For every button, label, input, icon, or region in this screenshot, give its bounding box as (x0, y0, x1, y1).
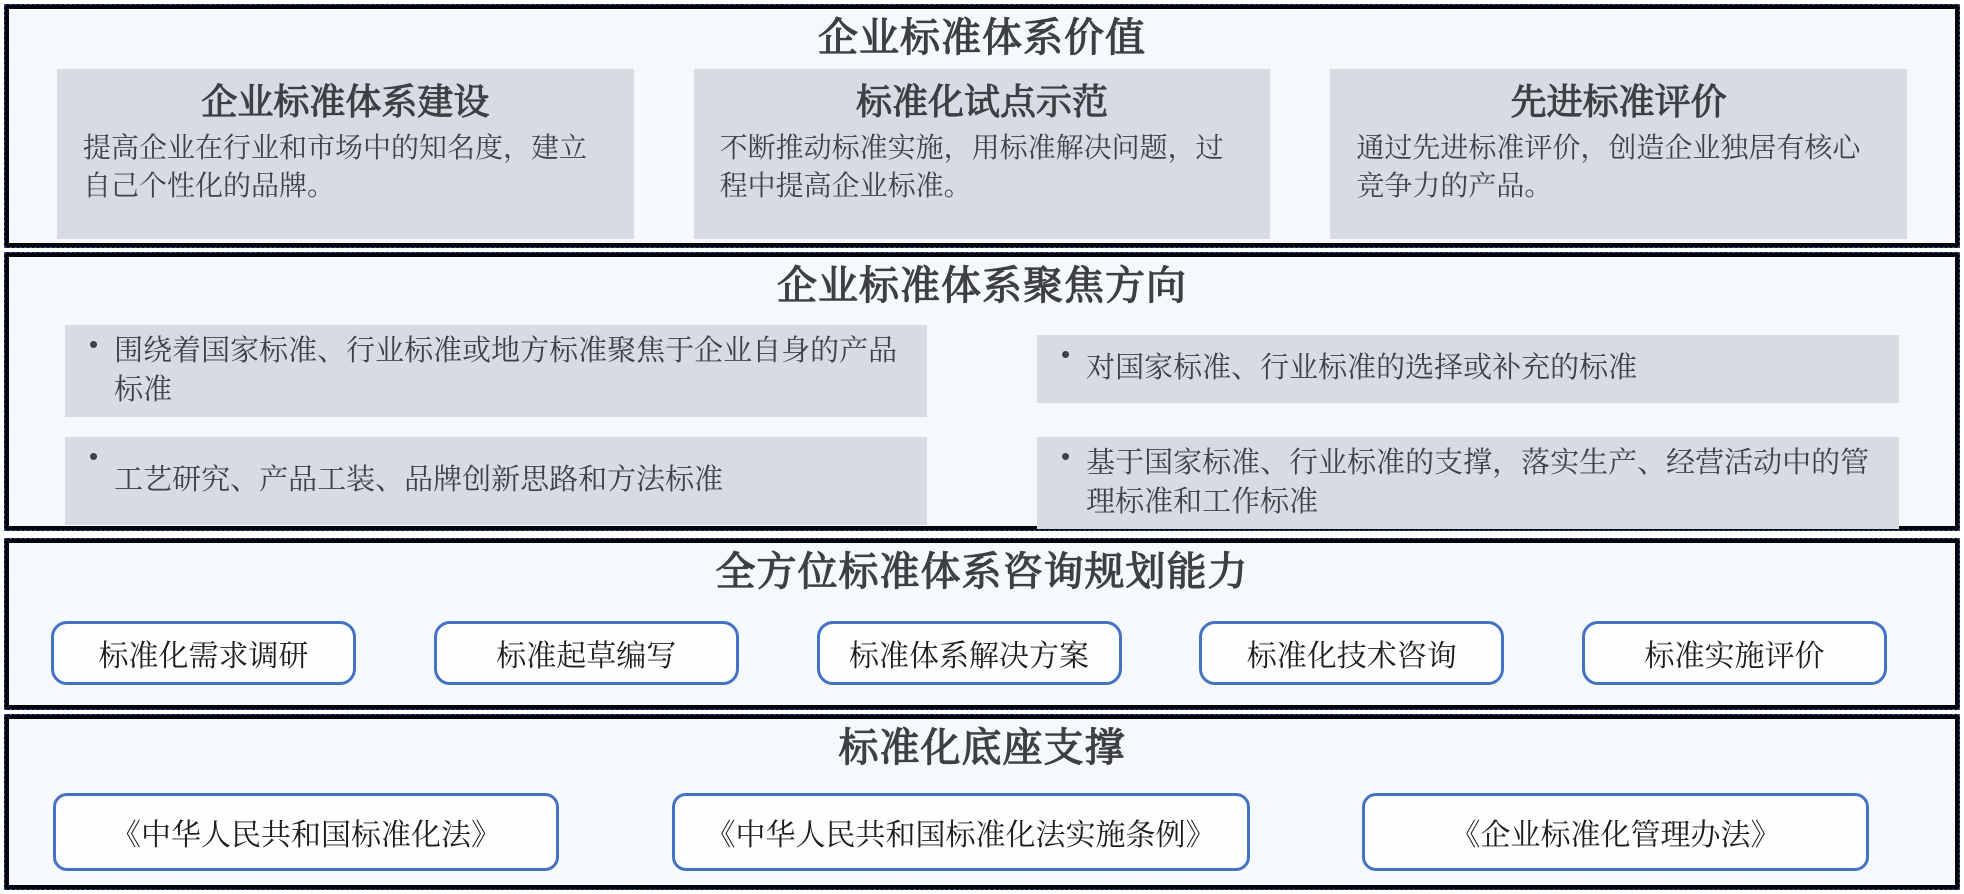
bullet-text: 围绕着国家标准、行业标准或地方标准聚焦于企业自身的产品标准 (114, 334, 898, 406)
card-title: 先进标准评价 (1510, 81, 1727, 122)
bullet-text: 对国家标准、行业标准的选择或补充的标准 (1086, 352, 1638, 385)
document-card-implementation-regulations: 《中华人民共和国标准化法实施条例》 (672, 793, 1250, 871)
bullet-text: 基于国家标准、行业标准的支撑，落实生产、经营活动中的管理标准和工作标准 (1086, 446, 1870, 518)
capability-pill-research: 标准化需求调研 (51, 621, 356, 685)
capability-pill-consulting: 标准化技术咨询 (1199, 621, 1504, 685)
panel-capability (4, 538, 1960, 710)
capability-pill-evaluation: 标准实施评价 (1582, 621, 1887, 685)
document-card-standardization-law: 《中华人民共和国标准化法》 (53, 793, 559, 871)
capability-pill-solution: 标准体系解决方案 (817, 621, 1122, 685)
card-title: 标准化试点示范 (856, 81, 1109, 122)
focus-column-right (1037, 325, 1899, 529)
bullet-dot-icon: • (89, 329, 99, 359)
panel-foundation (4, 714, 1960, 890)
panel-focus (4, 252, 1960, 531)
card-title: 企业标准体系建设 (201, 81, 490, 122)
capability-pill-drafting: 标准起草编写 (434, 621, 739, 685)
focus-bullet-box (1037, 437, 1899, 529)
focus-grid (9, 325, 1955, 529)
card-body: 通过先进标准评价，创造企业独居有核心竞争力的产品。 (1356, 132, 1861, 202)
bullet-dot-icon: • (89, 441, 99, 471)
section-title-value: 企业标准体系价值 (818, 16, 1146, 60)
panel-value (4, 4, 1960, 248)
card-body: 提高企业在行业和市场中的知名度，建立自己个性化的品牌。 (83, 132, 588, 202)
section-title-foundation: 标准化底座支撑 (838, 726, 1126, 770)
focus-bullet-box (65, 325, 927, 417)
card-body: 不断推动标准实施，用标准解决问题，过程中提高企业标准。 (719, 132, 1224, 202)
capability-pills-row (9, 621, 1955, 685)
section-title-focus: 企业标准体系聚焦方向 (777, 264, 1187, 308)
bullet-dot-icon: • (1061, 339, 1071, 369)
value-card-construction (57, 69, 634, 239)
focus-bullet-box (65, 437, 927, 525)
bullet-text: 工艺研究、产品工装、品牌创新思路和方法标准 (114, 464, 724, 497)
focus-bullet-box (1037, 335, 1899, 403)
value-cards-row (9, 69, 1955, 239)
foundation-docs-row (9, 793, 1955, 871)
section-title-capability: 全方位标准体系咨询规划能力 (715, 550, 1249, 594)
bullet-dot-icon: • (1061, 441, 1071, 471)
value-card-pilot (694, 69, 1271, 239)
document-card-enterprise-management-measures: 《企业标准化管理办法》 (1362, 793, 1869, 871)
value-card-evaluation (1330, 69, 1907, 239)
focus-column-left (65, 325, 927, 529)
